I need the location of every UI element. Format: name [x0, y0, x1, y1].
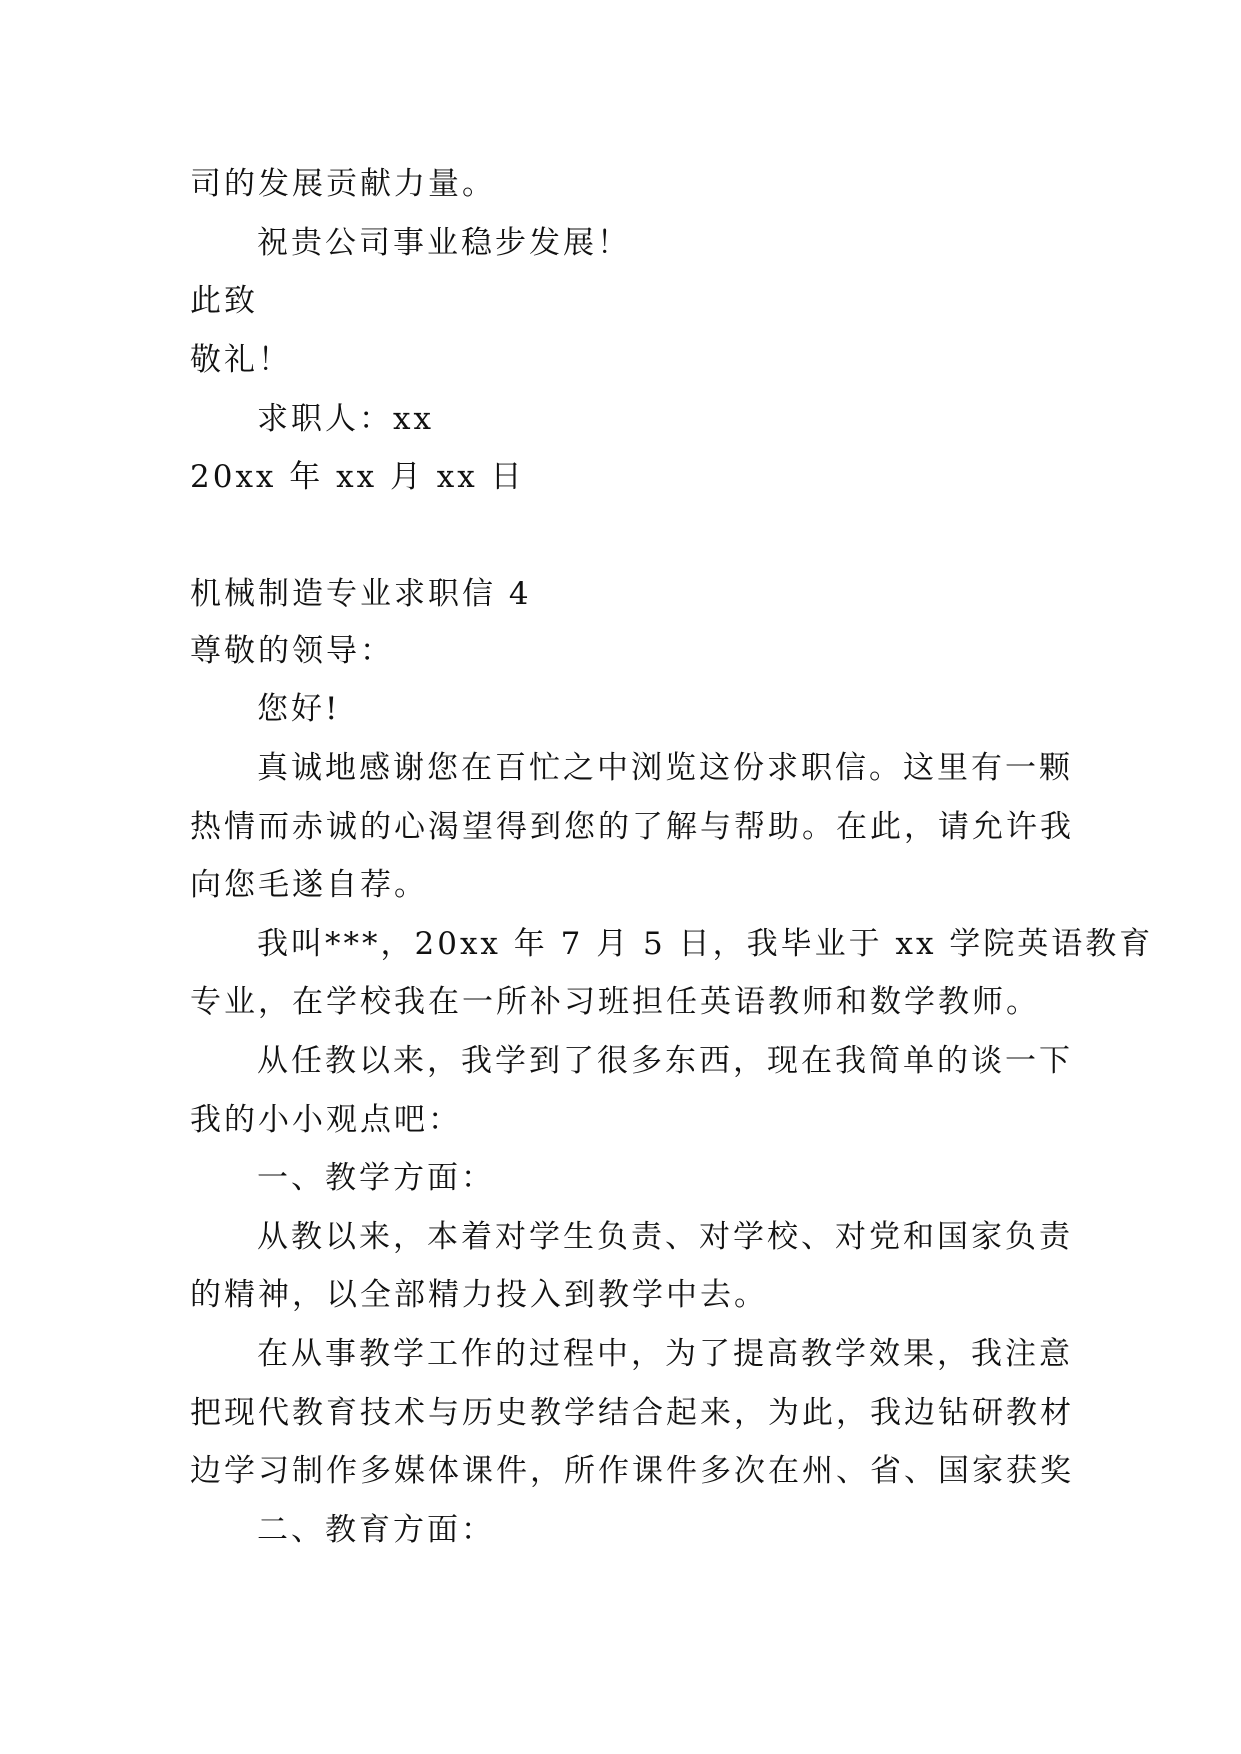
letter-greeting: 您好!: [257, 691, 341, 727]
text-line: 我叫***，20xx 年 7 月 5 日，我毕业于 xx 学院英语教育: [257, 926, 1154, 962]
text-line: 司的发展贡献力量。: [190, 166, 496, 202]
text-line: 从任教以来，我学到了很多东西，现在我简单的谈一下: [257, 1043, 1073, 1079]
text-line: 从教以来，本着对学生负责、对学校、对党和国家负责: [257, 1219, 1073, 1255]
section-heading: 一、教学方面：: [257, 1160, 495, 1196]
text-line: 的精神，以全部精力投入到教学中去。: [190, 1277, 768, 1313]
closing-regards: 敬礼！: [190, 342, 292, 378]
signature-applicant: 求职人：xx: [257, 401, 434, 437]
letter-title: 机械制造专业求职信 4: [190, 576, 532, 612]
text-line: 在从事教学工作的过程中，为了提高教学效果，我注意: [257, 1336, 1073, 1372]
section-heading: 二、教育方面：: [257, 1512, 495, 1548]
text-line: 热情而赤诚的心渴望得到您的了解与帮助。在此，请允许我: [190, 809, 1074, 845]
closing-salutation: 此致: [190, 283, 258, 319]
text-line: 祝贵公司事业稳步发展！: [257, 225, 631, 261]
text-line: 边学习制作多媒体课件，所作课件多次在州、省、国家获奖: [190, 1453, 1074, 1489]
text-line: 向您毛遂自荐。: [190, 867, 428, 903]
letter-salutation: 尊敬的领导：: [190, 633, 394, 669]
text-line: 把现代教育技术与历史教学结合起来，为此，我边钻研教材: [190, 1395, 1074, 1431]
text-line: 我的小小观点吧：: [190, 1102, 462, 1138]
text-line: 专业，在学校我在一所补习班担任英语教师和数学教师。: [190, 984, 1040, 1020]
text-line: 真诚地感谢您在百忙之中浏览这份求职信。这里有一颗: [257, 750, 1073, 786]
signature-date: 20xx 年 xx 月 xx 日: [190, 459, 525, 495]
